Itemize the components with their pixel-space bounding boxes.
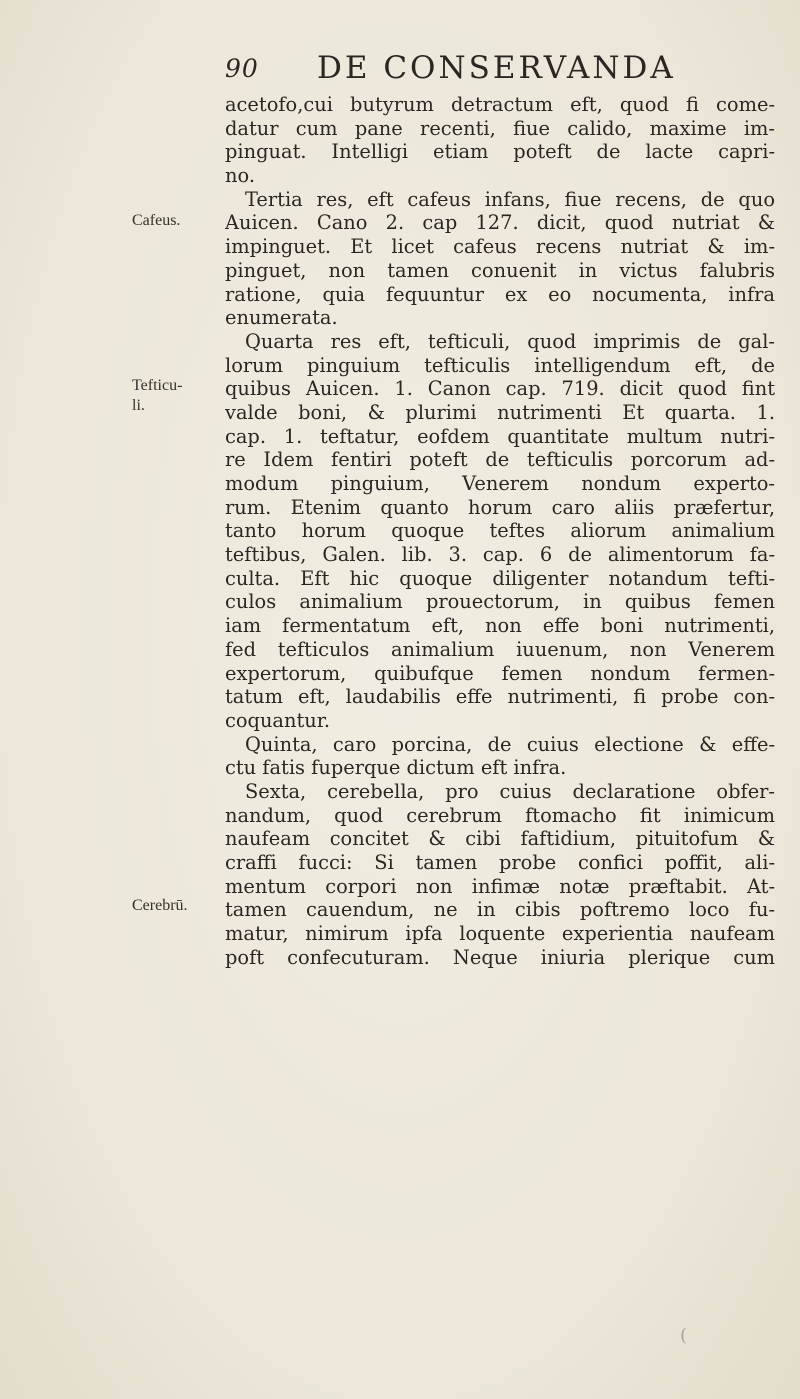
text-line: cap. 1. teftatur, eofdem quantitate multum nutri- <box>225 424 775 448</box>
text-line: expertorum, quibufque femen nondum fermen- <box>225 661 775 685</box>
text-line: Quinta, caro porcina, de cuius electione & effe- <box>245 732 775 756</box>
text-line: nandum, quod cerebrum ftomacho fit inimicum <box>225 803 775 827</box>
text-line: modum pinguium, Venerem nondum experto- <box>225 472 775 495</box>
page-number: 90 <box>225 54 259 83</box>
text-line: Tertia res, eft cafeus infans, fiue recens, de quo <box>245 187 775 211</box>
text-line: coquantur. <box>225 708 331 732</box>
text-line: Auicen. Cano 2. cap 127. dicit, quod nutriat & <box>225 211 775 235</box>
text-line: tamen cauendum, ne in cibis poftremo loco fu- <box>225 898 775 922</box>
text-line: no. <box>225 164 255 188</box>
text-line: quibus Auicen. 1. Canon cap. 719. dicit quod fint <box>225 377 775 401</box>
text-line: ratione, quia fequuntur ex eo nocumenta, infra <box>225 282 775 306</box>
text-line: culos animalium prouectorum, in quibus femen <box>225 590 775 614</box>
text-line: teftibus, Galen. lib. 3. cap. 6 de alimentorum fa- <box>225 543 775 567</box>
paper-blemish: ( <box>680 1325 688 1346</box>
text-line: culta. Eft hic quoque diligenter notandum tefti- <box>225 566 775 590</box>
text-line: poft confecuturam. Neque iniuria plerique cum <box>225 945 775 969</box>
text-line: matur, nimirum ipfa loquente experientia naufeam <box>225 922 775 946</box>
text-line: ctu fatis fuperque dictum eft infra. <box>225 756 567 780</box>
margin-note-testiculi-cont: li. <box>132 397 145 414</box>
running-title: DE CONSERVANDA <box>317 50 676 86</box>
text-line: pinguet, non tamen conuenit in victus falubris <box>225 258 775 282</box>
text-line: impinguet. Et licet cafeus recens nutriat & im- <box>225 235 775 259</box>
margin-note-cafeus: Cafeus. <box>132 212 181 229</box>
text-line: valde boni, & plurimi nutrimenti Et quarta. 1. <box>225 400 775 424</box>
text-line: mentum corpori non infimæ notæ præftabit. At- <box>225 874 775 898</box>
text-line: naufeam concitet & cibi faftidium, pituitofum & <box>225 827 775 851</box>
text-line: Quarta res eft, tefticuli, quod imprimis de gal- <box>245 329 775 353</box>
text-line: tanto horum quoque teftes aliorum animalium <box>225 519 775 543</box>
text-line: datur cum pane recenti, fiue calido, maxime im- <box>225 116 775 140</box>
text-line: fed tefticulos animalium iuuenum, non Venerem <box>225 637 775 661</box>
text-line: iam fermentatum eft, non effe boni nutrimenti, <box>225 614 775 638</box>
text-line: tatum eft, laudabilis effe nutrimenti, fi probe con- <box>225 685 775 709</box>
margin-note-testiculi: Tefticu- <box>132 377 183 394</box>
text-line: enumerata. <box>225 306 338 330</box>
body-text <box>225 93 775 969</box>
text-line: pinguat. Intelligi etiam poteft de lacte capri- <box>225 140 775 164</box>
margin-note-cerebrum: Cerebrū. <box>132 897 188 914</box>
text-line: craffi fucci: Si tamen probe confici poffit, ali- <box>225 851 775 874</box>
text-line: lorum pinguium tefticulis intelligendum eft, de <box>225 353 775 377</box>
text-line: acetofo,cui butyrum detractum eft, quod fi come- <box>225 93 775 116</box>
text-line: Sexta, cerebella, pro cuius declaratione obfer- <box>245 779 775 803</box>
text-line: rum. Etenim quanto horum caro aliis præfertur, <box>225 495 775 519</box>
page-header <box>225 50 765 94</box>
text-line: re Idem fentiri poteft de tefticulis porcorum ad- <box>225 448 775 472</box>
